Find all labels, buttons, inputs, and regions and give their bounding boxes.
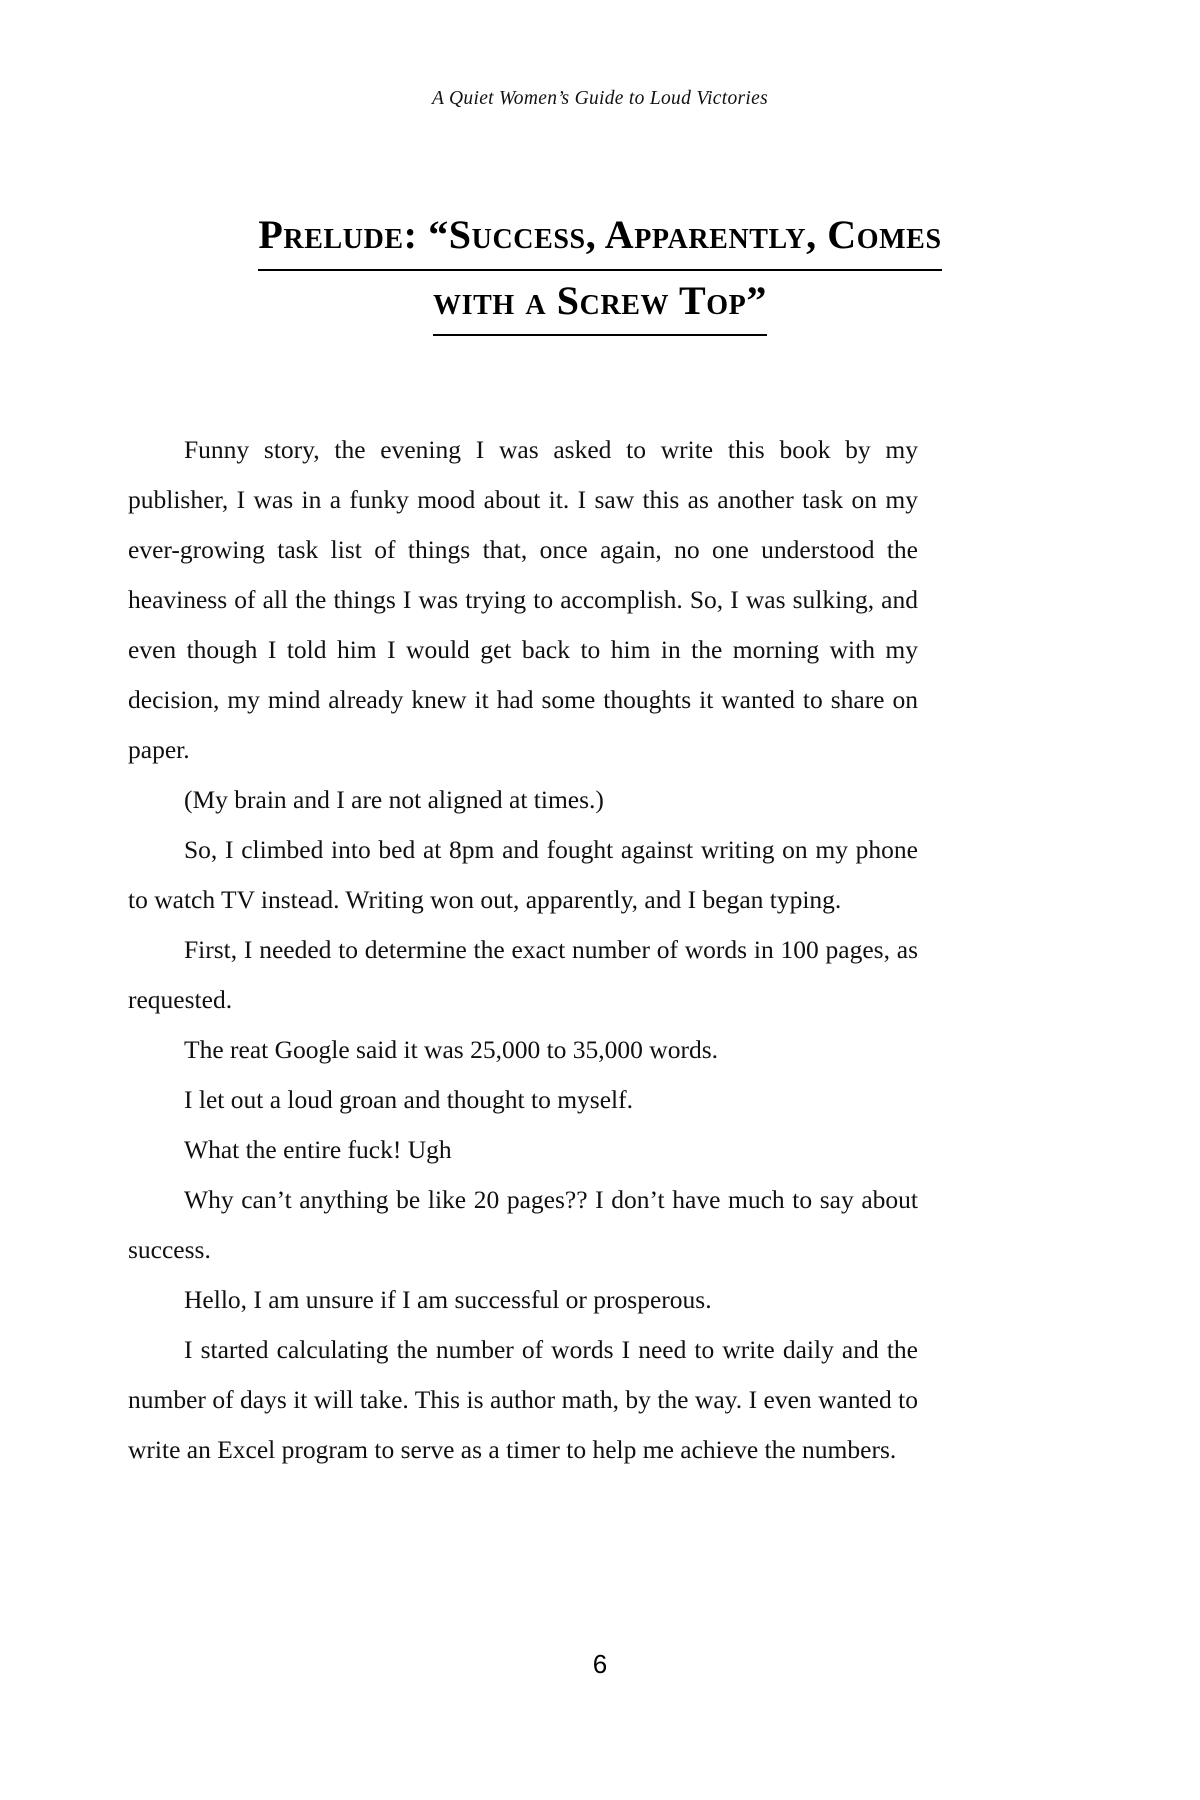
chapter-title-line-2: with a Screw Top”	[140, 271, 1060, 337]
paragraph: I let out a loud groan and thought to myself.	[184, 1085, 634, 1114]
paragraph: (My brain and I are not aligned at times.)	[184, 785, 604, 814]
running-head: A Quiet Women’s Guide to Loud Victories	[432, 88, 768, 109]
chapter-title-line-1: Prelude: “Success, Apparently, Comes	[140, 205, 1060, 271]
paragraph: Funny story, the evening I was asked to write this book by my publisher, I was in a funky mood about it. I saw this as another task on my ever-growing task list of things that, once again, no one understood the heaviness of all the things I was trying to accomplish. So, I was sulking, and even though I told him I would get back to him in the morning with my decision, my mind already knew it had some thoughts it wanted to share on paper.	[128, 435, 918, 764]
paragraph: The reat Google said it was 25,000 to 35,000 words.	[184, 1035, 718, 1064]
paragraph: So, I climbed into bed at 8pm and fought against writing on my phone to watch TV instead. Writing won out, apparently, and I began typing.	[128, 835, 918, 914]
page-number: 6	[592, 1649, 608, 1679]
paragraph: Hello, I am unsure if I am successful or prosperous.	[184, 1285, 712, 1314]
chapter-title	[140, 205, 1060, 337]
body-text	[128, 425, 918, 1475]
paragraph: I started calculating the number of words I need to write daily and the number of days it will take. This is author math, by the way. I even wanted to write an Excel program to serve as a timer to help me achieve the numbers.	[128, 1335, 918, 1464]
paragraph: What the entire fuck! Ugh	[184, 1135, 452, 1164]
paragraph: First, I needed to determine the exact number of words in 100 pages, as requested.	[128, 935, 918, 1014]
paragraph: Why can’t anything be like 20 pages?? I don’t have much to say about success.	[128, 1185, 918, 1264]
